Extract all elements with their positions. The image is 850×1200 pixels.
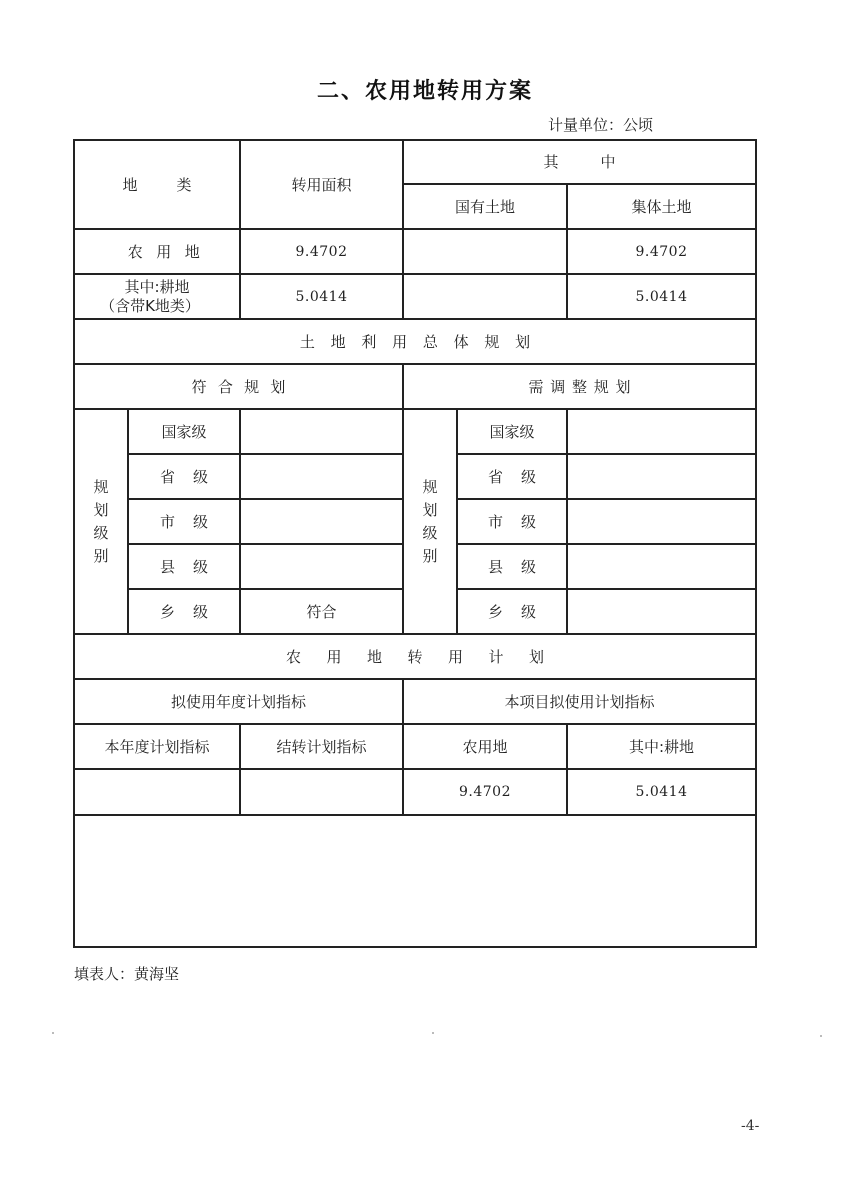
row-cultivated-area: 5.0414 xyxy=(295,288,348,305)
remarks-area xyxy=(75,816,755,946)
township-adjust-value xyxy=(568,590,755,633)
city-conform-value xyxy=(241,500,402,543)
level-province-right xyxy=(458,455,566,498)
row-cultivated-collective: 5.0414 xyxy=(635,288,688,305)
header-area: 转用面积 xyxy=(291,175,352,194)
conversion-plan-title xyxy=(75,635,755,678)
row-farmland-label: 农用地 xyxy=(127,242,214,261)
planning-level-char: 别 xyxy=(422,546,438,565)
project-cultivated-value: 5.0414 xyxy=(635,784,688,800)
planning-section-title-text: 土地利用总体规划 xyxy=(299,332,546,351)
planning-level-char: 级 xyxy=(422,523,438,542)
annual-quota-header: 拟使用年度计划指标 xyxy=(170,692,306,711)
header-collective-land: 集体土地 xyxy=(631,197,692,216)
scan-speck xyxy=(820,1035,822,1037)
level-county-right-text: 县级 xyxy=(487,557,554,576)
row-farmland-area: 9.4702 xyxy=(295,243,348,260)
level-province-left-text: 省级 xyxy=(159,467,226,486)
row-cultivated-label-line2: （含带K地类） xyxy=(100,296,200,315)
level-city-right xyxy=(458,500,566,543)
planning-section-title xyxy=(75,320,755,363)
conversion-plan-title-text: 农用地转用计划 xyxy=(285,647,570,666)
national-adjust-value xyxy=(568,410,755,453)
filler-name: 填表人：黄海坚 xyxy=(74,965,180,983)
conform-plan-header xyxy=(75,365,402,408)
current-year-quota-value xyxy=(75,770,239,814)
township-conform-value: 符合 xyxy=(306,602,337,621)
level-township-right xyxy=(458,590,566,633)
county-conform-value xyxy=(241,545,402,588)
scan-speck xyxy=(432,1032,434,1034)
carryover-quota-header: 结转计划指标 xyxy=(276,737,367,756)
planning-level-label-left xyxy=(75,410,127,633)
planning-level-char: 级 xyxy=(93,523,109,542)
planning-level-char: 规 xyxy=(422,477,438,496)
current-year-quota-header: 本年度计划指标 xyxy=(104,737,210,756)
adjust-plan-header-text: 需调整规划 xyxy=(528,377,638,396)
header-land-type-text: 地类 xyxy=(122,175,231,194)
level-township-right-text: 乡级 xyxy=(487,602,554,621)
header-land-type xyxy=(75,141,239,228)
level-township-left-text: 乡级 xyxy=(159,602,226,621)
row-cultivated-label-line1: 其中:耕地 xyxy=(124,277,190,296)
table-border-bottom xyxy=(73,946,757,948)
level-national-left: 国家级 xyxy=(161,422,207,441)
row-farmland-state xyxy=(404,230,566,273)
planning-level-label-right xyxy=(404,410,456,633)
planning-level-char: 别 xyxy=(93,546,109,565)
header-of-which xyxy=(404,141,755,183)
level-city-left xyxy=(129,500,239,543)
adjust-plan-header xyxy=(404,365,755,408)
conform-plan-header-text: 符合规划 xyxy=(191,377,297,396)
level-township-left xyxy=(129,590,239,633)
province-adjust-value xyxy=(568,455,755,498)
carryover-quota-value xyxy=(241,770,402,814)
level-province-right-text: 省级 xyxy=(487,467,554,486)
national-conform-value xyxy=(241,410,402,453)
province-conform-value xyxy=(241,455,402,498)
level-province-left xyxy=(129,455,239,498)
level-county-right xyxy=(458,545,566,588)
level-county-left-text: 县级 xyxy=(159,557,226,576)
planning-level-char: 规 xyxy=(93,477,109,496)
project-farmland-header: 农用地 xyxy=(462,737,508,756)
page-number: -4- xyxy=(741,1118,760,1134)
county-adjust-value xyxy=(568,545,755,588)
document-title: 二、农用地转用方案 xyxy=(316,79,533,104)
level-city-right-text: 市级 xyxy=(487,512,554,531)
level-city-left-text: 市级 xyxy=(159,512,226,531)
row-farmland-collective: 9.4702 xyxy=(635,243,688,260)
row-cultivated-label xyxy=(75,275,239,318)
planning-level-char: 划 xyxy=(93,500,109,519)
level-county-left xyxy=(129,545,239,588)
city-adjust-value xyxy=(568,500,755,543)
row-cultivated-state xyxy=(404,275,566,318)
project-farmland-value: 9.4702 xyxy=(459,784,511,800)
table-border-right xyxy=(755,139,757,948)
scan-speck xyxy=(52,1032,54,1034)
planning-level-char: 划 xyxy=(422,500,438,519)
header-state-land: 国有土地 xyxy=(454,197,515,216)
level-national-right: 国家级 xyxy=(489,422,535,441)
unit-label: 计量单位：公顷 xyxy=(548,116,654,134)
header-of-which-text: 其中 xyxy=(543,153,658,171)
project-cultivated-header: 其中:耕地 xyxy=(628,737,695,756)
project-quota-header: 本项目拟使用计划指标 xyxy=(504,692,655,711)
